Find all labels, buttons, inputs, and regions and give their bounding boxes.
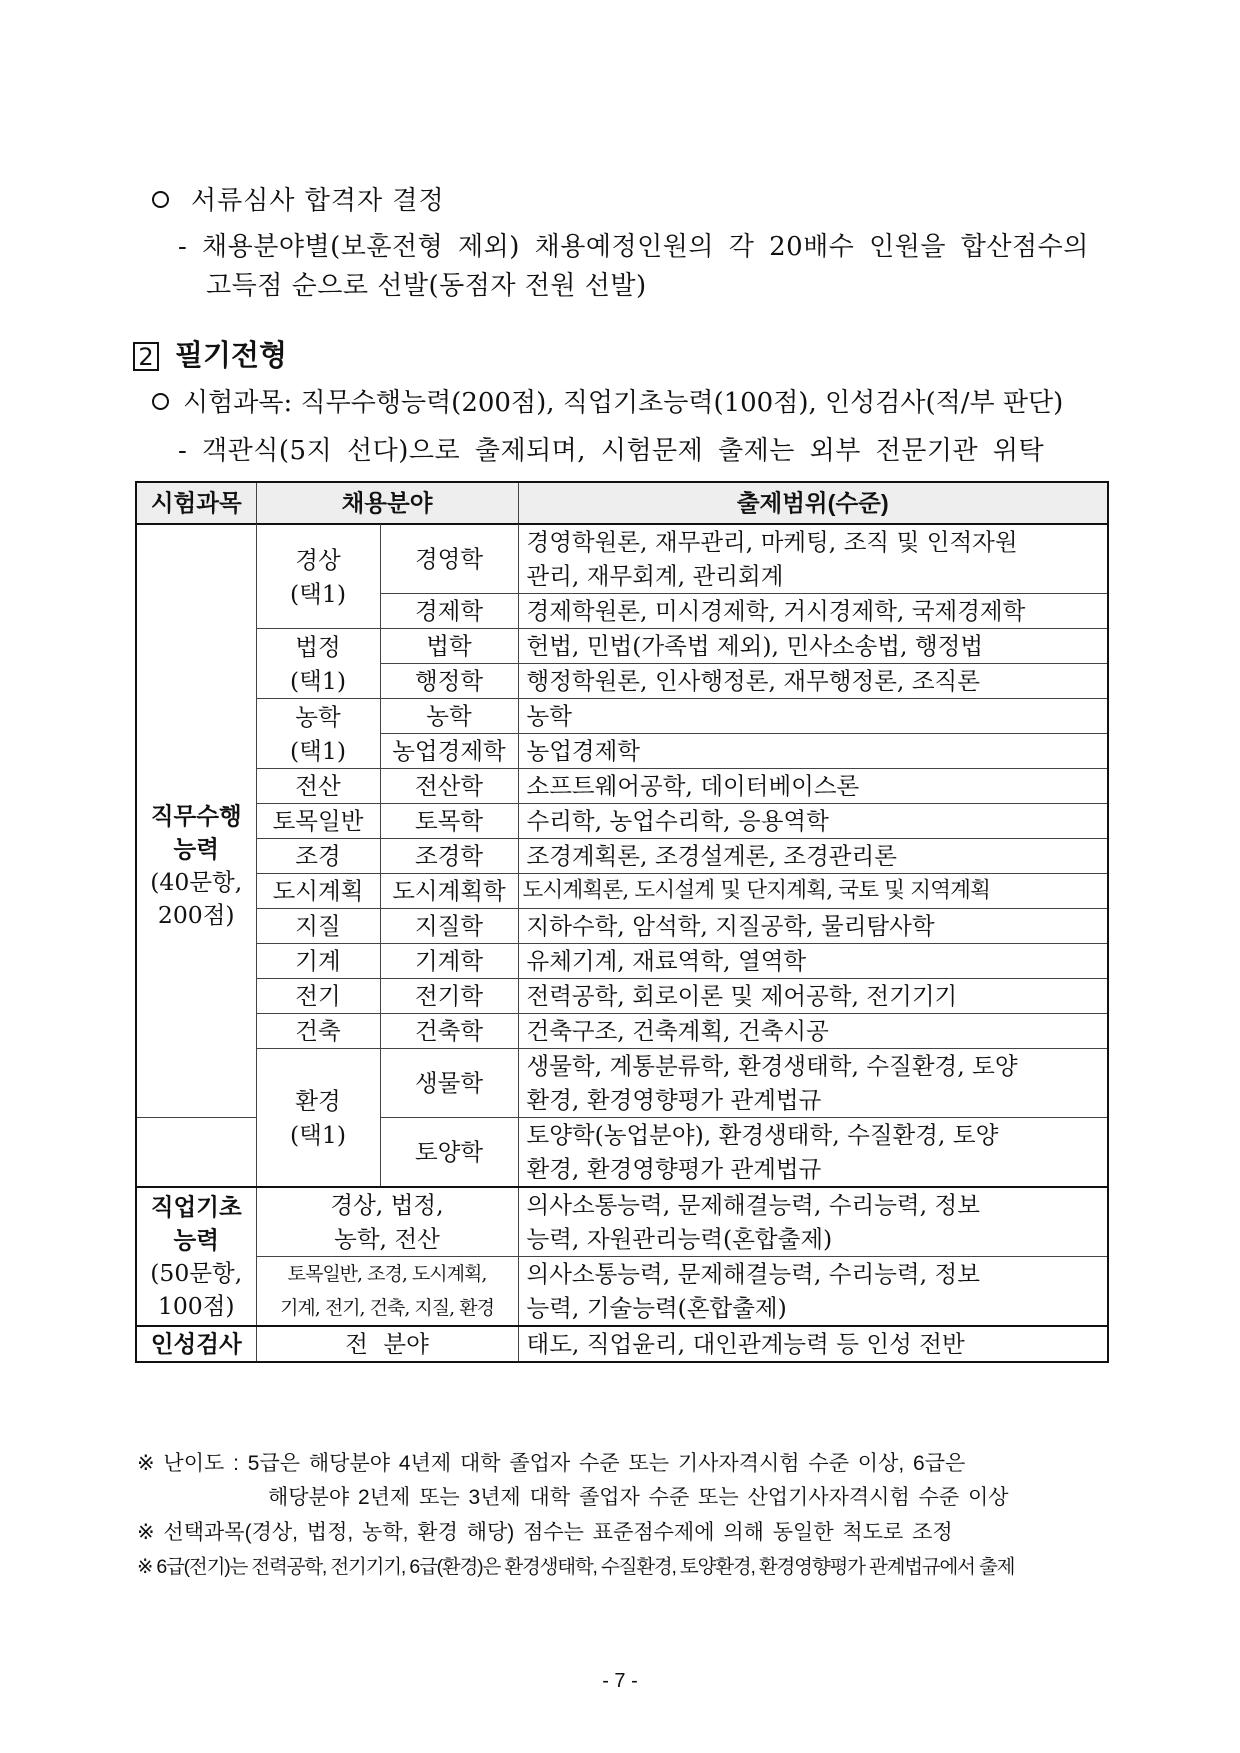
sub-cell: 도시계획학 [380, 874, 518, 909]
header-subject: 시험과목 [136, 482, 256, 524]
sub-cell: 경제학 [380, 594, 518, 629]
range-cell: 경영학원론, 재무관리, 마케팅, 조직 및 인적자원 관리, 재무회계, 관리회계 [518, 524, 1108, 594]
table-row [136, 839, 1108, 874]
note-difficulty-line2: 해당분야 2년제 또는 3년제 대학 졸업자 수준 또는 산업기사자격시험 수준 이상 [268, 1486, 1009, 1509]
range-cell: 농업경제학 [518, 734, 1108, 769]
sub-cell: 농학 [380, 699, 518, 734]
range-cell: 도시계획론, 도시설계 및 단지계획, 국토 및 지역계획 [518, 874, 1108, 909]
table-row [136, 1326, 1108, 1362]
range-cell: 전력공학, 회로이론 및 제어공학, 전기기기 [518, 979, 1108, 1014]
range-cell: 의사소통능력, 문제해결능력, 수리능력, 정보 능력, 자원관리능력(혼합출제) [518, 1187, 1108, 1257]
field-cell: 법정 (택1) [256, 629, 380, 699]
range-cell: 지하수학, 암석학, 지질공학, 물리탐사학 [518, 909, 1108, 944]
section-title: 2 필기전형 [133, 333, 287, 374]
range-cell: 의사소통능력, 문제해결능력, 수리능력, 정보 능력, 기술능력(혼합출제) [518, 1257, 1108, 1327]
sub-cell: 건축학 [380, 1014, 518, 1049]
range-cell: 소프트웨어공학, 데이터베이스론 [518, 769, 1108, 804]
page-number: - 7 - [602, 1670, 638, 1692]
sub-cell: 행정학 [380, 664, 518, 699]
sub-cell: 조경학 [380, 839, 518, 874]
exam-detail: - 객관식(5지 선다)으로 출제되며, 시험문제 출제는 외부 전문기관 위탁 [178, 436, 1045, 466]
sub-cell: 토목학 [380, 804, 518, 839]
range-cell: 토양학(농업분야), 환경생태학, 수질환경, 토양 환경, 환경영향평가 관계법규 [518, 1118, 1108, 1188]
field-cell: 전 분야 [256, 1326, 518, 1362]
range-cell: 수리학, 농업수리학, 응용역학 [518, 804, 1108, 839]
field-cell: 조경 [256, 839, 380, 874]
field-cell: 기계 [256, 944, 380, 979]
field-cell: 전산 [256, 769, 380, 804]
screening-detail-line2: 고득점 순으로 선발(동점자 전원 선발) [206, 271, 647, 301]
table-row [136, 874, 1108, 909]
sub-cell: 토양학 [380, 1118, 518, 1188]
note-grade6-subjects: ※ 6급(전기)는 전력공학, 전기기기, 6급(환경)은 환경생태학, 수질환경, 토양환경, 환경영향평가 관계법규에서 출제 [137, 1556, 1015, 1578]
field-cell: 건축 [256, 1014, 380, 1049]
bullet-doc-screening: 서류심사 합격자 결정 [152, 180, 445, 217]
table-row [136, 629, 1108, 664]
field-cell: 토목일반, 조경, 도시계획, 기계, 전기, 건축, 지질, 환경 [256, 1257, 518, 1327]
range-cell: 조경계획론, 조경설계론, 조경관리론 [518, 839, 1108, 874]
table-row [136, 909, 1108, 944]
table-row [136, 944, 1108, 979]
subject-personality: 인성검사 [136, 1326, 256, 1362]
sub-cell: 법학 [380, 629, 518, 664]
range-cell: 건축구조, 건축계획, 건축시공 [518, 1014, 1108, 1049]
screening-detail-line1: - 채용분야별(보훈전형 제외) 채용예정인원의 각 20배수 인원을 합산점수의 [178, 232, 1089, 262]
table-row [136, 1257, 1108, 1327]
subject-basic-competency: 직업기초 능력 (50문항, 100점) [136, 1187, 256, 1326]
header-field: 채용분야 [256, 482, 518, 524]
table-row [136, 1187, 1108, 1257]
range-cell: 경제학원론, 미시경제학, 거시경제학, 국제경제학 [518, 594, 1108, 629]
bullet-exam-subjects: 시험과목: 직무수행능력(200점), 직업기초능력(100점), 인성검사(적/부 판단) [152, 382, 1063, 419]
field-cell: 토목일반 [256, 804, 380, 839]
range-cell: 농학 [518, 699, 1108, 734]
table-header-row [136, 482, 1108, 524]
note-standard-score: ※ 선택과목(경상, 법정, 농학, 환경 해당) 점수는 표준점수제에 의해 동일한 척도로 조정 [137, 1521, 953, 1544]
circle-bullet-icon [152, 393, 169, 410]
range-cell: 헌법, 민법(가족법 제외), 민사소송법, 행정법 [518, 629, 1108, 664]
sub-cell: 농업경제학 [380, 734, 518, 769]
section-number-box: 2 [133, 342, 159, 371]
field-cell: 농학 (택1) [256, 699, 380, 769]
field-cell: 전기 [256, 979, 380, 1014]
range-cell: 유체기계, 재료역학, 열역학 [518, 944, 1108, 979]
field-cell: 지질 [256, 909, 380, 944]
field-cell: 도시계획 [256, 874, 380, 909]
range-cell: 행정학원론, 인사행정론, 재무행정론, 조직론 [518, 664, 1108, 699]
field-cell: 환경 (택1) [256, 1049, 380, 1188]
sub-cell: 전기학 [380, 979, 518, 1014]
sub-cell: 기계학 [380, 944, 518, 979]
range-cell: 생물학, 계통분류학, 환경생태학, 수질환경, 토양 환경, 환경영향평가 관계법규 [518, 1049, 1108, 1118]
field-cell: 경상, 법정, 농학, 전산 [256, 1187, 518, 1257]
exam-table [135, 481, 1109, 1363]
sub-cell: 경영학 [380, 524, 518, 594]
range-cell: 태도, 직업윤리, 대인관계능력 등 인성 전반 [518, 1326, 1108, 1362]
table-row [136, 699, 1108, 734]
sub-cell: 지질학 [380, 909, 518, 944]
table-row [136, 804, 1108, 839]
note-difficulty-line1: ※ 난이도 : 5급은 해당분야 4년제 대학 졸업자 수준 또는 기사자격시험 수준 이상, 6급은 [137, 1452, 966, 1475]
table-row [136, 769, 1108, 804]
table-row [136, 979, 1108, 1014]
sub-cell: 전산학 [380, 769, 518, 804]
subject-job-competency: 직무수행 능력 (40문항, 200점) [136, 524, 256, 1118]
field-cell: 경상 (택1) [256, 524, 380, 629]
table-row [136, 1014, 1108, 1049]
header-range: 출제범위(수준) [518, 482, 1108, 524]
sub-cell: 생물학 [380, 1049, 518, 1118]
circle-bullet-icon [152, 191, 169, 208]
